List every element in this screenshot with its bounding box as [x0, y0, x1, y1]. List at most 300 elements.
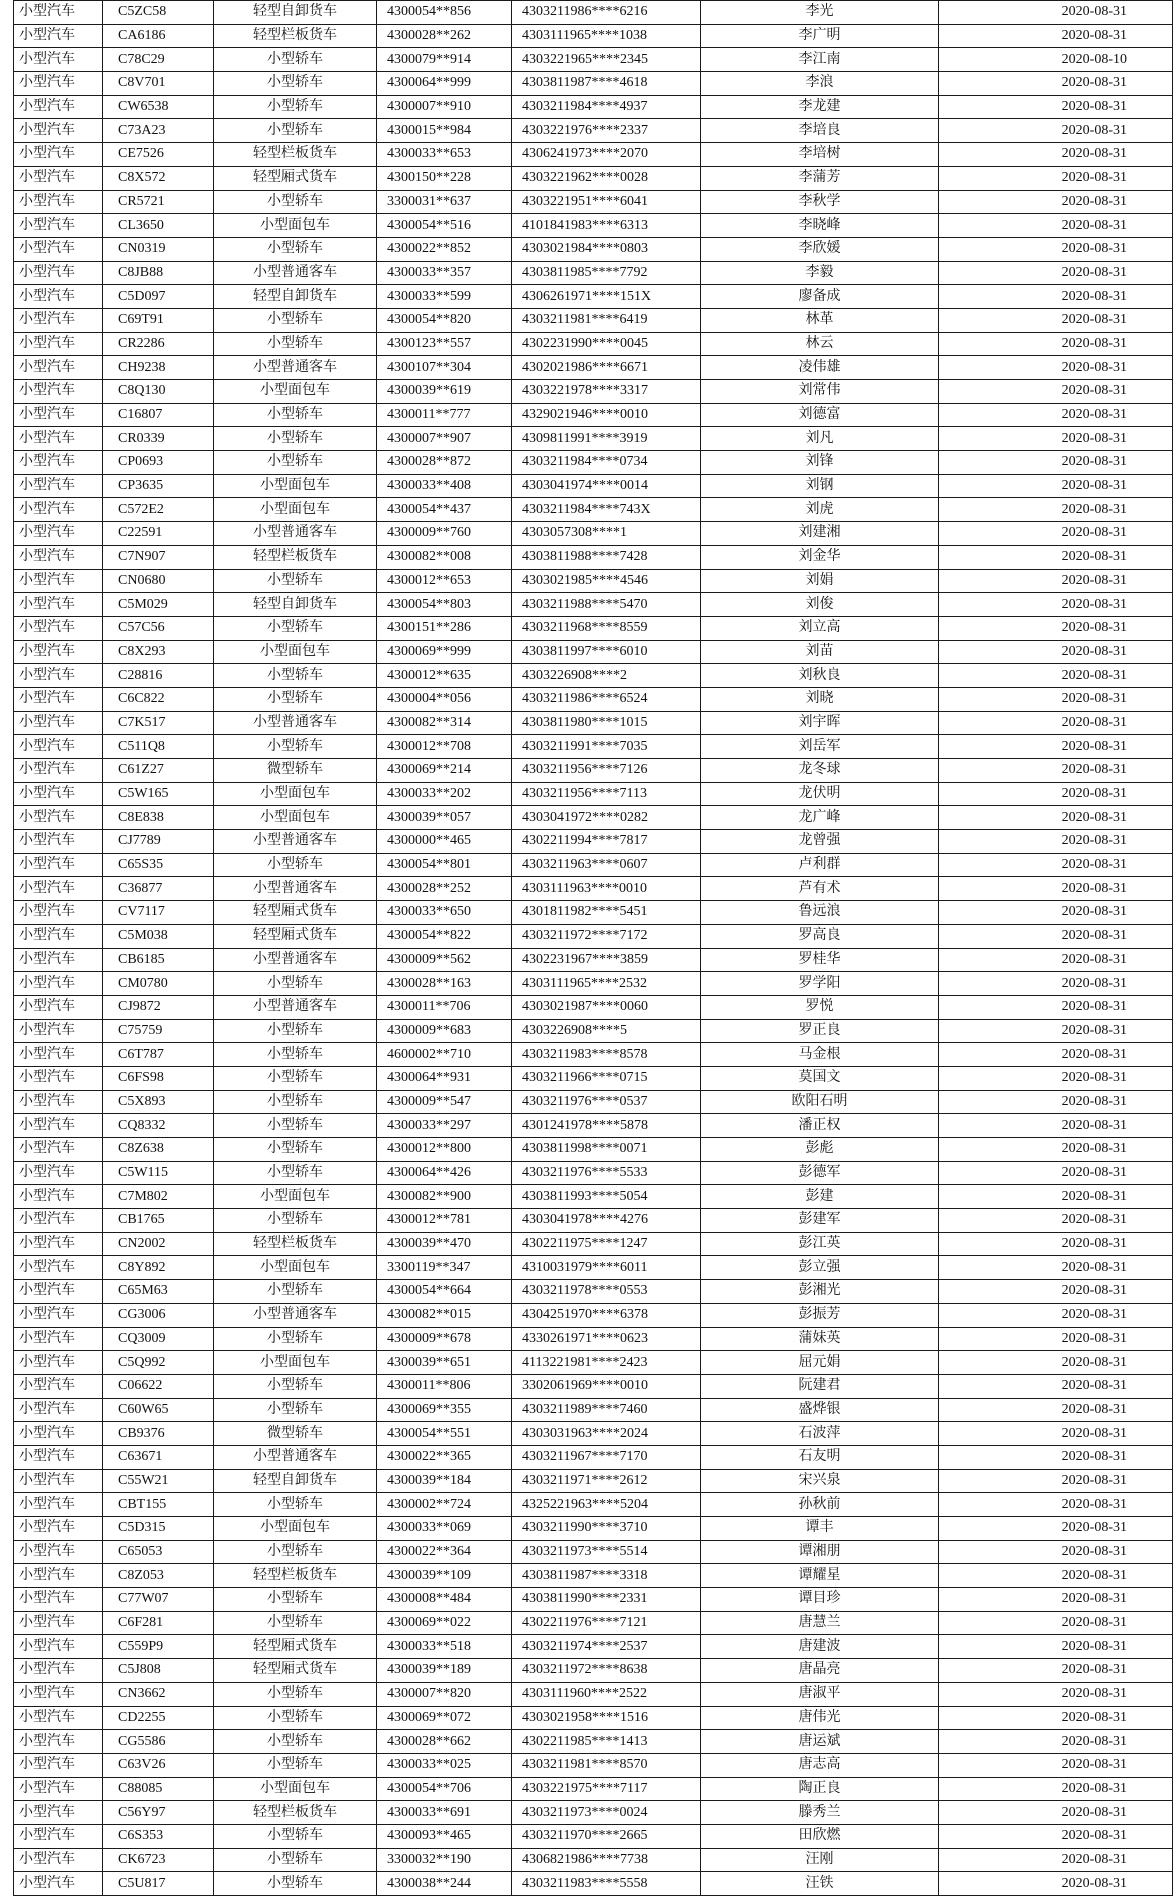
table-row [14, 1872, 1173, 1896]
owner-name-cell: 刘立高 [701, 616, 939, 640]
vehicle-type-cell: 小型轿车 [214, 1019, 377, 1043]
vehicle-type-cell: 轻型栏板货车 [214, 1564, 377, 1588]
license-number-cell: 4300064**426 [377, 1161, 512, 1185]
table-row [14, 545, 1173, 569]
vehicle-type-cell: 小型轿车 [214, 1848, 377, 1872]
date-cell: 2020-08-31 [939, 498, 1173, 522]
table-row [14, 1, 1173, 25]
table-row [14, 1777, 1173, 1801]
vehicle-type-cell: 小型普通客车 [214, 877, 377, 901]
plate-number-cell: C5Q992 [103, 1351, 214, 1375]
date-cell: 2020-08-10 [939, 48, 1173, 72]
plate-number-cell: C60W65 [103, 1398, 214, 1422]
id-number-cell: 4306241973****2070 [512, 143, 701, 167]
vehicle-type-cell: 小型轿车 [214, 72, 377, 96]
id-number-cell: 4303021958****1516 [512, 1706, 701, 1730]
plate-number-cell: CV7117 [103, 901, 214, 925]
vehicle-category-cell: 小型汽车 [14, 1043, 103, 1067]
vehicle-category-cell: 小型汽车 [14, 1517, 103, 1541]
vehicle-category-cell: 小型汽车 [14, 403, 103, 427]
owner-name-cell: 唐建波 [701, 1635, 939, 1659]
plate-number-cell: C8Z638 [103, 1138, 214, 1162]
license-number-cell: 4300123**557 [377, 332, 512, 356]
license-number-cell: 4300069**355 [377, 1398, 512, 1422]
owner-name-cell: 莫国文 [701, 1066, 939, 1090]
vehicle-category-cell: 小型汽车 [14, 1303, 103, 1327]
table-row [14, 1374, 1173, 1398]
table-row [14, 924, 1173, 948]
table-row [14, 1185, 1173, 1209]
id-number-cell: 4303211981****6419 [512, 308, 701, 332]
license-number-cell: 4300054**820 [377, 308, 512, 332]
license-number-cell: 4300151**286 [377, 616, 512, 640]
owner-name-cell: 刘晓 [701, 687, 939, 711]
plate-number-cell: C16807 [103, 403, 214, 427]
plate-number-cell: C6T787 [103, 1043, 214, 1067]
plate-number-cell: C5U817 [103, 1872, 214, 1896]
owner-name-cell: 李浪 [701, 72, 939, 96]
table-row [14, 759, 1173, 783]
id-number-cell: 4302211985****1413 [512, 1730, 701, 1754]
vehicle-category-cell: 小型汽车 [14, 1611, 103, 1635]
id-number-cell: 4329021946****0010 [512, 403, 701, 427]
table-row [14, 972, 1173, 996]
plate-number-cell: C36877 [103, 877, 214, 901]
date-cell: 2020-08-31 [939, 1588, 1173, 1612]
table-row [14, 332, 1173, 356]
owner-name-cell: 李江南 [701, 48, 939, 72]
id-number-cell: 4303211968****8559 [512, 616, 701, 640]
owner-name-cell: 谭耀星 [701, 1564, 939, 1588]
id-number-cell: 4303211974****2537 [512, 1635, 701, 1659]
vehicle-category-cell: 小型汽车 [14, 1682, 103, 1706]
owner-name-cell: 谭丰 [701, 1517, 939, 1541]
plate-number-cell: C69T91 [103, 308, 214, 332]
id-number-cell: 4303021984****0803 [512, 237, 701, 261]
date-cell: 2020-08-31 [939, 1185, 1173, 1209]
license-number-cell: 4300033**653 [377, 143, 512, 167]
date-cell: 2020-08-31 [939, 451, 1173, 475]
date-cell: 2020-08-31 [939, 995, 1173, 1019]
vehicle-category-cell: 小型汽车 [14, 830, 103, 854]
plate-number-cell: C8V701 [103, 72, 214, 96]
id-number-cell: 4303811987****4618 [512, 72, 701, 96]
date-cell: 2020-08-31 [939, 1848, 1173, 1872]
license-number-cell: 4300064**999 [377, 72, 512, 96]
vehicle-category-cell: 小型汽车 [14, 119, 103, 143]
vehicle-category-cell: 小型汽车 [14, 72, 103, 96]
table-row [14, 48, 1173, 72]
license-number-cell: 4300054**516 [377, 214, 512, 238]
vehicle-type-cell: 小型普通客车 [214, 522, 377, 546]
id-number-cell: 4303211973****0024 [512, 1801, 701, 1825]
table-row [14, 616, 1173, 640]
id-number-cell: 4302231990****0045 [512, 332, 701, 356]
table-row [14, 1138, 1173, 1162]
date-cell: 2020-08-31 [939, 1493, 1173, 1517]
vehicle-type-cell: 小型轿车 [214, 237, 377, 261]
license-number-cell: 4300022**852 [377, 237, 512, 261]
table-row [14, 1753, 1173, 1777]
vehicle-type-cell: 小型面包车 [214, 498, 377, 522]
license-number-cell: 4300069**022 [377, 1611, 512, 1635]
table-row [14, 948, 1173, 972]
date-cell: 2020-08-31 [939, 1, 1173, 25]
plate-number-cell: C7K517 [103, 711, 214, 735]
table-row [14, 1019, 1173, 1043]
vehicle-category-cell: 小型汽车 [14, 1090, 103, 1114]
table-row [14, 143, 1173, 167]
plate-number-cell: CG5586 [103, 1730, 214, 1754]
vehicle-type-cell: 小型面包车 [214, 1777, 377, 1801]
owner-name-cell: 廖备成 [701, 285, 939, 309]
id-number-cell: 4303111965****1038 [512, 24, 701, 48]
vehicle-category-cell: 小型汽车 [14, 877, 103, 901]
table-row [14, 166, 1173, 190]
owner-name-cell: 李光 [701, 1, 939, 25]
table-row [14, 1588, 1173, 1612]
date-cell: 2020-08-31 [939, 1682, 1173, 1706]
owner-name-cell: 孙秋前 [701, 1493, 939, 1517]
table-row [14, 1327, 1173, 1351]
id-number-cell: 4303211989****7460 [512, 1398, 701, 1422]
vehicle-type-cell: 小型面包车 [214, 1185, 377, 1209]
date-cell: 2020-08-31 [939, 1730, 1173, 1754]
plate-number-cell: CB1765 [103, 1209, 214, 1233]
license-number-cell: 4300150**228 [377, 166, 512, 190]
license-number-cell: 4300039**109 [377, 1564, 512, 1588]
vehicle-type-cell: 小型轿车 [214, 1611, 377, 1635]
date-cell: 2020-08-31 [939, 1611, 1173, 1635]
owner-name-cell: 盛烨银 [701, 1398, 939, 1422]
id-number-cell: 4303031963****2024 [512, 1422, 701, 1446]
owner-name-cell: 彭彪 [701, 1138, 939, 1162]
table-row [14, 1280, 1173, 1304]
owner-name-cell: 唐志高 [701, 1753, 939, 1777]
vehicle-type-cell: 小型轿车 [214, 1280, 377, 1304]
owner-name-cell: 石波萍 [701, 1422, 939, 1446]
license-number-cell: 4300000**465 [377, 830, 512, 854]
id-number-cell: 4303041972****0282 [512, 806, 701, 830]
id-number-cell: 4325221963****5204 [512, 1493, 701, 1517]
plate-number-cell: C8X572 [103, 166, 214, 190]
date-cell: 2020-08-31 [939, 1351, 1173, 1375]
license-number-cell: 4300033**357 [377, 261, 512, 285]
date-cell: 2020-08-31 [939, 735, 1173, 759]
table-row [14, 261, 1173, 285]
owner-name-cell: 罗正良 [701, 1019, 939, 1043]
plate-number-cell: C5W115 [103, 1161, 214, 1185]
vehicle-category-cell: 小型汽车 [14, 474, 103, 498]
owner-name-cell: 汪刚 [701, 1848, 939, 1872]
vehicle-type-cell: 小型轿车 [214, 1374, 377, 1398]
owner-name-cell: 罗悦 [701, 995, 939, 1019]
date-cell: 2020-08-31 [939, 1753, 1173, 1777]
date-cell: 2020-08-31 [939, 308, 1173, 332]
vehicle-type-cell: 小型普通客车 [214, 995, 377, 1019]
vehicle-type-cell: 小型轿车 [214, 95, 377, 119]
table-row [14, 877, 1173, 901]
plate-number-cell: C6C822 [103, 687, 214, 711]
owner-name-cell: 龙曾强 [701, 830, 939, 854]
plate-number-cell: CD2255 [103, 1706, 214, 1730]
vehicle-category-cell: 小型汽车 [14, 616, 103, 640]
plate-number-cell: CW6538 [103, 95, 214, 119]
plate-number-cell: C559P9 [103, 1635, 214, 1659]
vehicle-type-cell: 小型轿车 [214, 616, 377, 640]
id-number-cell: 4302211976****7121 [512, 1611, 701, 1635]
plate-number-cell: C61Z27 [103, 759, 214, 783]
table-row [14, 1351, 1173, 1375]
vehicle-type-cell: 小型轿车 [214, 1706, 377, 1730]
plate-number-cell: CN3662 [103, 1682, 214, 1706]
table-row [14, 95, 1173, 119]
date-cell: 2020-08-31 [939, 593, 1173, 617]
id-number-cell: 4303211976****5533 [512, 1161, 701, 1185]
plate-number-cell: C5J808 [103, 1659, 214, 1683]
date-cell: 2020-08-31 [939, 380, 1173, 404]
vehicle-type-cell: 小型面包车 [214, 214, 377, 238]
date-cell: 2020-08-31 [939, 1114, 1173, 1138]
id-number-cell: 4330261971****0623 [512, 1327, 701, 1351]
vehicle-category-cell: 小型汽车 [14, 1872, 103, 1896]
date-cell: 2020-08-31 [939, 948, 1173, 972]
vehicle-type-cell: 轻型厢式货车 [214, 1635, 377, 1659]
vehicle-category-cell: 小型汽车 [14, 95, 103, 119]
vehicle-category-cell: 小型汽车 [14, 166, 103, 190]
owner-name-cell: 刘钢 [701, 474, 939, 498]
vehicle-category-cell: 小型汽车 [14, 1564, 103, 1588]
table-row [14, 1398, 1173, 1422]
date-cell: 2020-08-31 [939, 782, 1173, 806]
date-cell: 2020-08-31 [939, 687, 1173, 711]
vehicle-category-cell: 小型汽车 [14, 1706, 103, 1730]
vehicle-type-cell: 小型普通客车 [214, 948, 377, 972]
plate-number-cell: C63V26 [103, 1753, 214, 1777]
table-row [14, 1848, 1173, 1872]
date-cell: 2020-08-31 [939, 1280, 1173, 1304]
vehicle-category-cell: 小型汽车 [14, 1209, 103, 1233]
date-cell: 2020-08-31 [939, 1019, 1173, 1043]
owner-name-cell: 马金根 [701, 1043, 939, 1067]
owner-name-cell: 李龙建 [701, 95, 939, 119]
date-cell: 2020-08-31 [939, 1138, 1173, 1162]
owner-name-cell: 刘虎 [701, 498, 939, 522]
table-row [14, 427, 1173, 451]
owner-name-cell: 彭江英 [701, 1232, 939, 1256]
table-row [14, 711, 1173, 735]
owner-name-cell: 芦有术 [701, 877, 939, 901]
owner-name-cell: 滕秀兰 [701, 1801, 939, 1825]
table-row [14, 1540, 1173, 1564]
table-row [14, 806, 1173, 830]
plate-number-cell: C8X293 [103, 640, 214, 664]
table-row [14, 1706, 1173, 1730]
id-number-cell: 4303811980****1015 [512, 711, 701, 735]
license-number-cell: 4300082**314 [377, 711, 512, 735]
id-number-cell: 4101841983****6313 [512, 214, 701, 238]
id-number-cell: 4309811991****3919 [512, 427, 701, 451]
plate-number-cell: CL3650 [103, 214, 214, 238]
table-row [14, 1659, 1173, 1683]
date-cell: 2020-08-31 [939, 214, 1173, 238]
table-row [14, 72, 1173, 96]
date-cell: 2020-08-31 [939, 901, 1173, 925]
license-number-cell: 4300007**910 [377, 95, 512, 119]
table-row [14, 1517, 1173, 1541]
plate-number-cell: C8Y892 [103, 1256, 214, 1280]
plate-number-cell: C78C29 [103, 48, 214, 72]
vehicle-category-cell: 小型汽车 [14, 1066, 103, 1090]
plate-number-cell: CJ9872 [103, 995, 214, 1019]
plate-number-cell: C7N907 [103, 545, 214, 569]
owner-name-cell: 屈元娟 [701, 1351, 939, 1375]
plate-number-cell: CA6186 [103, 24, 214, 48]
owner-name-cell: 鲁远浪 [701, 901, 939, 925]
vehicle-category-cell: 小型汽车 [14, 1777, 103, 1801]
id-number-cell: 4303211983****8578 [512, 1043, 701, 1067]
table-row [14, 735, 1173, 759]
vehicle-type-cell: 小型面包车 [214, 640, 377, 664]
vehicle-category-cell: 小型汽车 [14, 1185, 103, 1209]
license-number-cell: 4300008**484 [377, 1588, 512, 1612]
license-number-cell: 4300069**214 [377, 759, 512, 783]
id-number-cell: 4303221965****2345 [512, 48, 701, 72]
vehicle-category-cell: 小型汽车 [14, 451, 103, 475]
license-number-cell: 4300015**984 [377, 119, 512, 143]
vehicle-type-cell: 小型轿车 [214, 1753, 377, 1777]
vehicle-category-cell: 小型汽车 [14, 782, 103, 806]
id-number-cell: 4302021986****6671 [512, 356, 701, 380]
vehicle-type-cell: 小型轿车 [214, 190, 377, 214]
date-cell: 2020-08-31 [939, 1777, 1173, 1801]
vehicle-category-cell: 小型汽车 [14, 332, 103, 356]
id-number-cell: 4303221962****0028 [512, 166, 701, 190]
table-row [14, 664, 1173, 688]
vehicle-type-cell: 小型轿车 [214, 1493, 377, 1517]
date-cell: 2020-08-31 [939, 119, 1173, 143]
license-number-cell: 4300012**635 [377, 664, 512, 688]
id-number-cell: 4303211984****0734 [512, 451, 701, 475]
license-number-cell: 4300039**184 [377, 1469, 512, 1493]
table-row [14, 1422, 1173, 1446]
owner-name-cell: 刘秋良 [701, 664, 939, 688]
owner-name-cell: 彭振芳 [701, 1303, 939, 1327]
license-number-cell: 4300011**777 [377, 403, 512, 427]
date-cell: 2020-08-31 [939, 1232, 1173, 1256]
plate-number-cell: C8JB88 [103, 261, 214, 285]
date-cell: 2020-08-31 [939, 356, 1173, 380]
owner-name-cell: 罗桂华 [701, 948, 939, 972]
license-number-cell: 4300009**562 [377, 948, 512, 972]
vehicle-category-cell: 小型汽车 [14, 356, 103, 380]
date-cell: 2020-08-31 [939, 830, 1173, 854]
license-number-cell: 4300033**025 [377, 1753, 512, 1777]
vehicle-category-cell: 小型汽车 [14, 1848, 103, 1872]
license-number-cell: 4300028**163 [377, 972, 512, 996]
license-number-cell: 4300009**683 [377, 1019, 512, 1043]
vehicle-type-cell: 小型轿车 [214, 1209, 377, 1233]
license-number-cell: 4300038**244 [377, 1872, 512, 1896]
license-number-cell: 4300028**662 [377, 1730, 512, 1754]
id-number-cell: 4303211988****5470 [512, 593, 701, 617]
vehicle-type-cell: 小型轿车 [214, 1066, 377, 1090]
vehicle-category-cell: 小型汽车 [14, 1753, 103, 1777]
vehicle-type-cell: 小型面包车 [214, 782, 377, 806]
vehicle-category-cell: 小型汽车 [14, 640, 103, 664]
owner-name-cell: 李广明 [701, 24, 939, 48]
table-row [14, 782, 1173, 806]
license-number-cell: 4600002**710 [377, 1043, 512, 1067]
owner-name-cell: 林云 [701, 332, 939, 356]
id-number-cell: 4303211981****8570 [512, 1753, 701, 1777]
plate-number-cell: CP3635 [103, 474, 214, 498]
id-number-cell: 4303057308****1 [512, 522, 701, 546]
vehicle-type-cell: 小型轿车 [214, 1398, 377, 1422]
table-row [14, 1801, 1173, 1825]
plate-number-cell: C6FS98 [103, 1066, 214, 1090]
license-number-cell: 4300054**437 [377, 498, 512, 522]
date-cell: 2020-08-31 [939, 1540, 1173, 1564]
vehicle-category-cell: 小型汽车 [14, 1019, 103, 1043]
vehicle-type-cell: 小型轿车 [214, 687, 377, 711]
date-cell: 2020-08-31 [939, 1517, 1173, 1541]
plate-number-cell: C56Y97 [103, 1801, 214, 1825]
id-number-cell: 4303811998****0071 [512, 1138, 701, 1162]
date-cell: 2020-08-31 [939, 143, 1173, 167]
id-number-cell: 4303811993****5054 [512, 1185, 701, 1209]
table-row [14, 830, 1173, 854]
owner-name-cell: 彭立强 [701, 1256, 939, 1280]
date-cell: 2020-08-31 [939, 1327, 1173, 1351]
id-number-cell: 4303221976****2337 [512, 119, 701, 143]
table-row [14, 214, 1173, 238]
vehicle-category-cell: 小型汽车 [14, 1114, 103, 1138]
id-number-cell: 4302211994****7817 [512, 830, 701, 854]
vehicle-category-cell: 小型汽车 [14, 1422, 103, 1446]
vehicle-type-cell: 小型轿车 [214, 451, 377, 475]
date-cell: 2020-08-31 [939, 1635, 1173, 1659]
vehicle-type-cell: 小型面包车 [214, 474, 377, 498]
owner-name-cell: 石友明 [701, 1445, 939, 1469]
license-number-cell: 3300032**190 [377, 1848, 512, 1872]
vehicle-category-cell: 小型汽车 [14, 687, 103, 711]
id-number-cell: 4303211956****7113 [512, 782, 701, 806]
vehicle-type-cell: 轻型自卸货车 [214, 593, 377, 617]
owner-name-cell: 龙冬球 [701, 759, 939, 783]
vehicle-category-cell: 小型汽车 [14, 1824, 103, 1848]
date-cell: 2020-08-31 [939, 759, 1173, 783]
date-cell: 2020-08-31 [939, 1872, 1173, 1896]
license-number-cell: 4300107**304 [377, 356, 512, 380]
vehicle-type-cell: 小型轿车 [214, 332, 377, 356]
owner-name-cell: 彭建军 [701, 1209, 939, 1233]
license-number-cell: 4300054**706 [377, 1777, 512, 1801]
license-number-cell: 4300054**551 [377, 1422, 512, 1446]
table-row [14, 995, 1173, 1019]
id-number-cell: 4303021987****0060 [512, 995, 701, 1019]
owner-name-cell: 谭湘朋 [701, 1540, 939, 1564]
vehicle-category-cell: 小型汽车 [14, 1374, 103, 1398]
plate-number-cell: CG3006 [103, 1303, 214, 1327]
date-cell: 2020-08-31 [939, 1256, 1173, 1280]
owner-name-cell: 刘德富 [701, 403, 939, 427]
id-number-cell: 4303211967****7170 [512, 1445, 701, 1469]
table-row [14, 522, 1173, 546]
date-cell: 2020-08-31 [939, 853, 1173, 877]
license-number-cell: 4300009**547 [377, 1090, 512, 1114]
date-cell: 2020-08-31 [939, 427, 1173, 451]
